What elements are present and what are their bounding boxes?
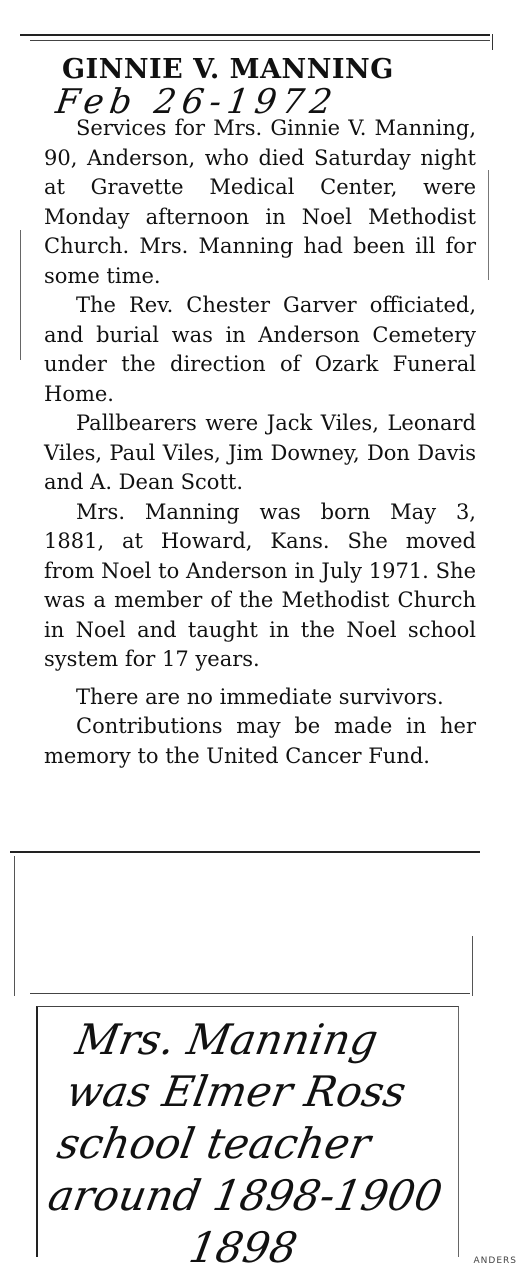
obituary-headline: GINNIE V. MANNING <box>62 54 394 85</box>
handwritten-note-line: around 1898-1900 <box>44 1171 446 1220</box>
handwritten-note-year: 1898 <box>185 1223 301 1272</box>
obituary-article <box>44 114 476 771</box>
clipping-left-edge <box>20 230 21 360</box>
clipping-top-border <box>20 34 490 36</box>
article-paragraph: Pallbearers were Jack Viles, Leonard Viles, Paul Viles, Jim Downey, Don Davis and A. Dean Scott. <box>44 411 476 494</box>
handwritten-note <box>35 1014 481 1274</box>
article-paragraph: Mrs. Manning was born May 3, 1881, at Howard, Kans. She moved from Noel to Anderson in July 1971. She was a member of the Methodist Church in Noel and taught in the Noel school system for 17 years. <box>44 499 476 671</box>
article-paragraph: The Rev. Chester Garver officiated, and burial was in Anderson Cemetery under the direction of Ozark Funeral Home. <box>44 293 476 406</box>
clipping-corner-mark <box>492 34 493 50</box>
clipping-box-right-edge <box>472 936 473 996</box>
handwritten-note-line: school teacher <box>53 1119 375 1168</box>
clipping-box-left-edge <box>14 856 15 996</box>
article-paragraph: Contributions may be made in her memory to the United Cancer Fund. <box>44 714 476 768</box>
footer-stamp: ANDERS <box>473 1256 517 1266</box>
clipping-top-border-inner <box>30 40 490 41</box>
article-paragraph: There are no immediate survivors. <box>76 684 444 709</box>
handwritten-date: Feb 26-1972 <box>53 82 341 122</box>
handwritten-note-line: Mrs. Manning <box>72 1015 382 1064</box>
clipping-right-edge <box>488 170 489 280</box>
clipping-bottom-border <box>30 993 470 994</box>
article-paragraph: Services for Mrs. Ginnie V. Manning, 90, Anderson, who died Saturday night at Gravette Medical Center, were Monday afternoon in Noel Methodist Church. Mrs. Manning had been ill for some time. <box>44 116 476 288</box>
section-divider <box>10 851 480 853</box>
handwritten-note-line: was Elmer Ross <box>62 1067 410 1116</box>
